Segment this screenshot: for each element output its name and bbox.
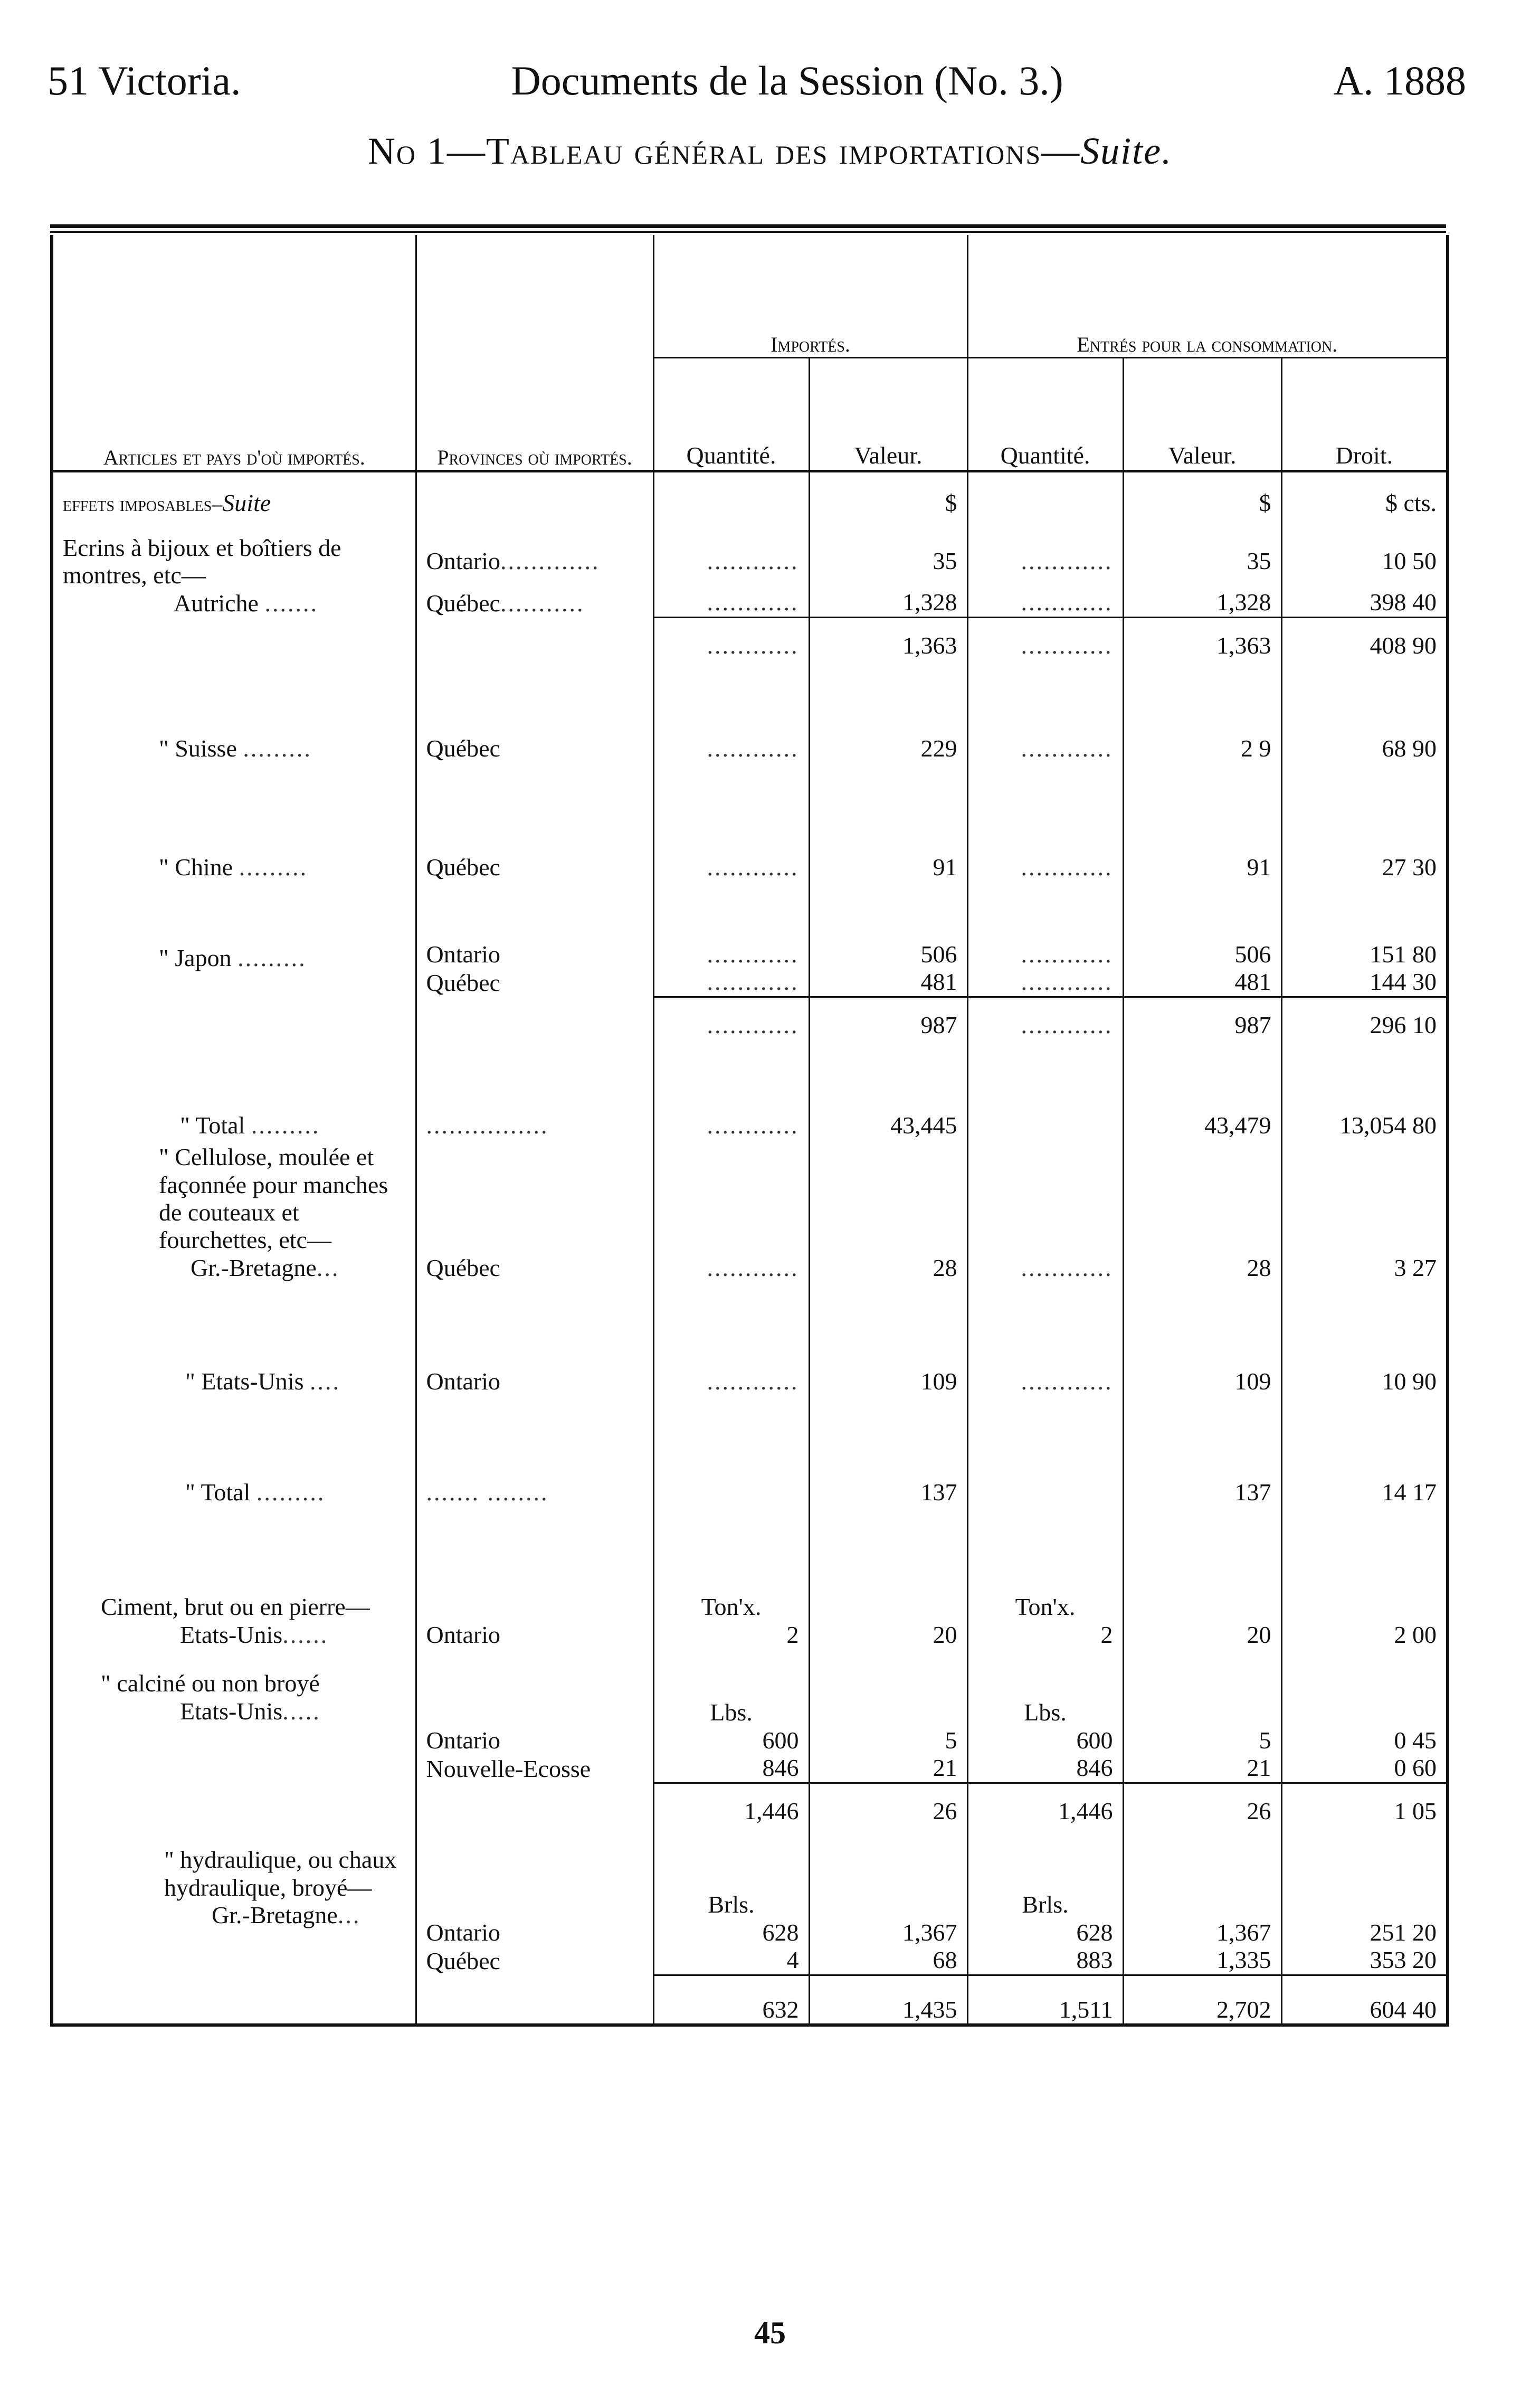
- top-rule-thin: [50, 231, 1446, 233]
- quantite-cell: 846: [967, 1754, 1123, 1783]
- column-provinces: Provinces où importés.: [416, 235, 653, 471]
- quantite-cell: Ton'x. 2: [967, 1506, 1123, 1649]
- valeur-cell: 137: [1123, 1395, 1281, 1506]
- valeur-cell: 21: [809, 1754, 967, 1783]
- valeur-cell: 91: [809, 762, 967, 881]
- valeur-cell: 481: [809, 968, 967, 997]
- table-row: [52, 1825, 1448, 1946]
- column-quantite: Quantité.: [653, 357, 809, 471]
- table-row-total: " Total ......... ................ ............ 43,445 43,479 13,054 80: [52, 1039, 1448, 1139]
- header-volume: 51 Victoria.: [47, 57, 241, 103]
- valeur-total: 26: [1123, 1783, 1281, 1825]
- valeur-total: 1,363: [809, 617, 967, 659]
- valeur-cell: 35: [809, 534, 967, 575]
- province-cell: Québec: [416, 762, 653, 881]
- table-row: [52, 1506, 1448, 1649]
- subtotal-row: ............ 1,363 ............ 1,363 408 90: [52, 617, 1448, 659]
- valeur-cell: 1,335: [1123, 1946, 1281, 1975]
- article-etats-unis: " Etats-Unis ....: [52, 1282, 416, 1395]
- droit-cell: 10 50: [1382, 547, 1437, 575]
- valeur-total: 2,702: [1123, 1975, 1281, 2025]
- column-quantite-consommation: Quantité.: [967, 357, 1123, 471]
- imports-table: [50, 235, 1449, 2027]
- quantite-cell: 846: [653, 1754, 809, 1783]
- quantite-total: 1,446: [653, 1783, 809, 1825]
- article-ciment: Ciment, brut ou en pierre— Etats-Unis......: [52, 1506, 416, 1649]
- article-suisse: " Suisse .........: [52, 659, 416, 762]
- article-total: " Total .........: [52, 1395, 416, 1506]
- valeur-cell: 20: [1123, 1506, 1281, 1649]
- table-row: Québec ............ 481 ............ 481 144 30: [52, 968, 1448, 997]
- running-header: [47, 55, 1466, 106]
- droit-cell: 251 20: [1370, 1918, 1437, 1946]
- top-rule-thick: [50, 224, 1446, 228]
- valeur-total: 987: [1123, 997, 1281, 1039]
- table-row: " Cellulose, moulée et façonnée pour manches de couteaux et fourchettes, etc— Gr.-Bretagne... Québec ............ 28 ............ 28 3 27: [52, 1139, 1448, 1282]
- table-row: Québec........... ............ 1,328 ............ 1,328 398 40: [52, 575, 1448, 618]
- column-valeur: Valeur.: [809, 357, 967, 471]
- valeur-cell: 109: [809, 1282, 967, 1395]
- title-suffix: Suite.: [1080, 130, 1173, 172]
- quantite-cell: 4: [653, 1946, 809, 1975]
- article-japon: " Japon .........: [52, 881, 416, 997]
- valeur-cell: 5: [1123, 1649, 1281, 1754]
- quantite-cell: Lbs. 600: [653, 1649, 809, 1754]
- valeur-cell: 43,445: [809, 1039, 967, 1139]
- valeur-total: 987: [809, 997, 967, 1039]
- droit-cell: 0 45: [1394, 1726, 1437, 1754]
- article-ecrins: Ecrins à bijoux et boîtiers de montres, etc— Autriche .......: [52, 534, 416, 617]
- quantite-cell: Brls. 628: [967, 1825, 1123, 1946]
- valeur-cell: 68: [809, 1946, 967, 1975]
- valeur-cell: 28: [809, 1139, 967, 1282]
- valeur-cell: 5: [809, 1649, 967, 1754]
- valeur-total: 1,363: [1123, 617, 1281, 659]
- valeur-total: 1,435: [809, 1975, 967, 2025]
- province-cell: Québec: [416, 1139, 653, 1282]
- header-year: A. 1888: [1333, 57, 1466, 103]
- valeur-cell: 1,367: [809, 1825, 967, 1946]
- province-cell: Québec: [416, 659, 653, 762]
- province-cell: Ontario: [416, 1506, 653, 1649]
- table-row: [52, 1649, 1448, 1754]
- droit-cell: 27 30: [1382, 853, 1437, 881]
- article-chine: " Chine .........: [52, 762, 416, 881]
- quantite-total: 1,511: [967, 1975, 1123, 2025]
- valeur-cell: 1,328: [1123, 575, 1281, 618]
- valeur-cell: 109: [1123, 1282, 1281, 1395]
- quantite-cell: Lbs. 600: [967, 1649, 1123, 1754]
- section-row: [52, 471, 1448, 534]
- header-documents: Documents de la Session (No. 3.): [511, 57, 1063, 103]
- valeur-cell: 229: [809, 659, 967, 762]
- table-row: Ecrins à bijoux et boîtiers de montres, etc— Autriche ....... Ontario............. ............ 35 ............ 35 10 50: [52, 534, 1448, 575]
- province-cell: Ontario: [416, 881, 653, 968]
- valeur-cell: 506: [809, 881, 967, 968]
- subtotal-row: [52, 1783, 1448, 1825]
- unit-dollar: $: [809, 471, 967, 534]
- table-row: " Chine ......... Québec ............ 91 ............ 91 27 30: [52, 762, 1448, 881]
- province-cell: Ontario: [416, 1649, 653, 1754]
- unit-dollar-cents: $ cts.: [1385, 489, 1437, 517]
- droit-total: 408 90: [1281, 617, 1448, 659]
- section-label: effets imposables–Suite: [52, 471, 416, 534]
- page-number: 45: [754, 2315, 786, 2350]
- droit-cell: 144 30: [1370, 968, 1437, 996]
- quantite-cell: Brls. 628: [653, 1825, 809, 1946]
- page-title: [0, 129, 1540, 173]
- droit-cell: 13,054 80: [1339, 1111, 1437, 1139]
- province-cell: Québec: [416, 968, 653, 997]
- table-row: " Etats-Unis .... Ontario ............ 109 ............ 109 10 90: [52, 1282, 1448, 1395]
- valeur-cell: 481: [1123, 968, 1281, 997]
- valeur-cell: 1,328: [809, 575, 967, 618]
- valeur-total: 26: [809, 1783, 967, 1825]
- table-row: " Suisse ......... Québec ............ 229 ............ 2 9 68 90: [52, 659, 1448, 762]
- droit-cell: 68 90: [1382, 734, 1437, 762]
- title-main: No 1—Tableau général des importations—: [367, 130, 1081, 172]
- droit-cell: 3 27: [1394, 1254, 1437, 1281]
- column-valeur-consommation: Valeur.: [1123, 357, 1281, 471]
- table-row: " Japon ......... Ontario ............ 506 ............ 506 151 80: [52, 881, 1448, 968]
- droit-total: 296 10: [1281, 997, 1448, 1039]
- droit-total: 604 40: [1281, 1975, 1448, 2025]
- quantite-cell: Ton'x. 2: [653, 1506, 809, 1649]
- province-cell: Ontario.............: [416, 534, 653, 575]
- subtotal-row: ............ 987 ............ 987 296 10: [52, 997, 1448, 1039]
- valeur-cell: 35: [1123, 534, 1281, 575]
- droit-cell: 151 80: [1370, 940, 1437, 968]
- valeur-cell: 91: [1123, 762, 1281, 881]
- quantite-total: 632: [653, 1975, 809, 2025]
- droit-cell: 2 00: [1394, 1621, 1437, 1648]
- article-hydraulique: " hydraulique, ou chaux hydraulique, broyé— Gr.-Bretagne...: [52, 1825, 416, 1975]
- valeur-cell: 28: [1123, 1139, 1281, 1282]
- unit-dollar: $: [1123, 471, 1281, 534]
- droit-cell: 0 60: [1394, 1754, 1437, 1782]
- column-droit: Droit.: [1281, 357, 1448, 471]
- valeur-cell: 506: [1123, 881, 1281, 968]
- valeur-cell: 20: [809, 1506, 967, 1649]
- article-cellulose: " Cellulose, moulée et façonnée pour manches de couteaux et fourchettes, etc— Gr.-Bretagne...: [52, 1139, 416, 1282]
- droit-cell: 353 20: [1370, 1946, 1437, 1974]
- quantite-cell: 883: [967, 1946, 1123, 1975]
- valeur-cell: 137: [809, 1395, 967, 1506]
- province-cell: Ontario: [416, 1825, 653, 1946]
- province-cell: Nouvelle-Ecosse: [416, 1754, 653, 1783]
- valeur-cell: 21: [1123, 1754, 1281, 1783]
- province-cell: Québec: [416, 1946, 653, 1975]
- droit-cell: 10 90: [1382, 1367, 1437, 1395]
- valeur-cell: 1,367: [1123, 1825, 1281, 1946]
- article-total: " Total .........: [52, 1039, 416, 1139]
- droit-cell: 14 17: [1382, 1478, 1437, 1506]
- subtotal-row: [52, 1975, 1448, 2025]
- column-group-entres: Entrés pour la consommation.: [967, 235, 1448, 357]
- table-row-total: " Total ......... ....... ........ 137 137 14 17: [52, 1395, 1448, 1506]
- droit-cell: 398 40: [1370, 589, 1437, 616]
- province-cell: Ontario: [416, 1282, 653, 1395]
- column-articles: Articles et pays d'où importés.: [52, 235, 416, 471]
- droit-total: 1 05: [1281, 1783, 1448, 1825]
- article-calcine: " calciné ou non broyé Etats-Unis.....: [52, 1649, 416, 1783]
- valeur-cell: 2 9: [1123, 659, 1281, 762]
- column-group-importes: Importés.: [653, 235, 967, 357]
- quantite-total: 1,446: [967, 1783, 1123, 1825]
- valeur-cell: 43,479: [1123, 1039, 1281, 1139]
- province-cell: Québec...........: [416, 575, 653, 618]
